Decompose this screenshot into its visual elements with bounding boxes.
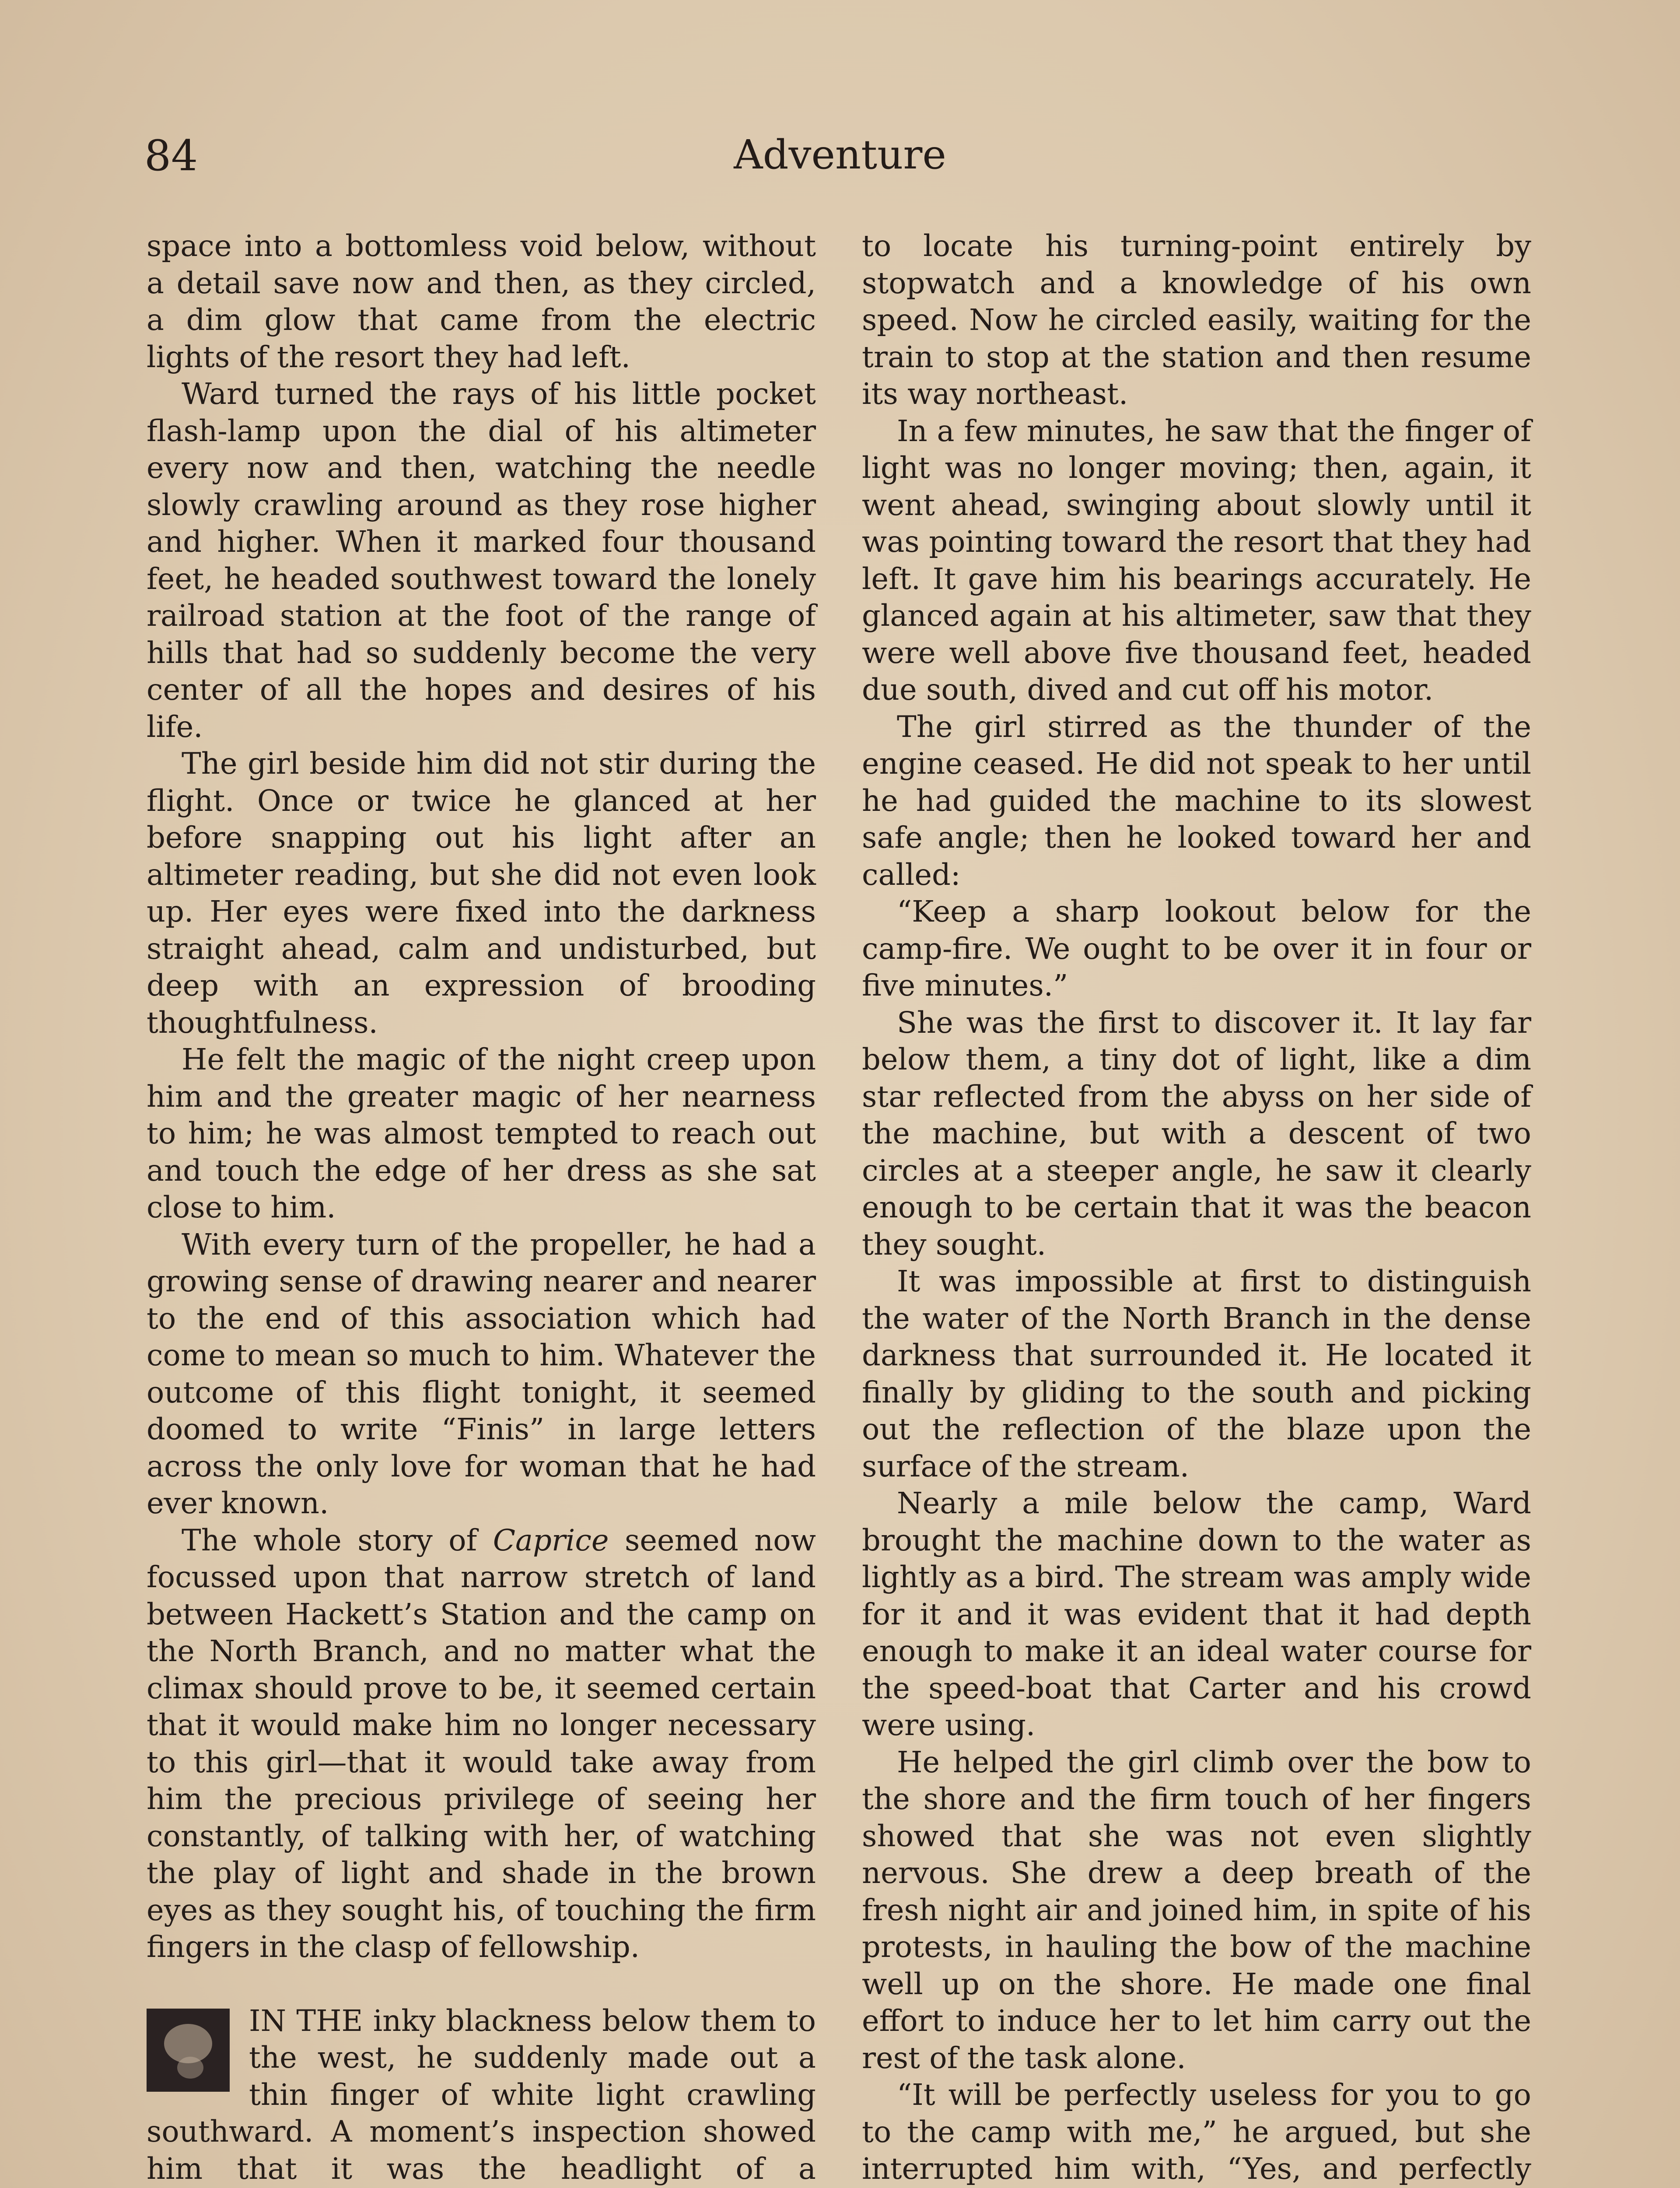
paragraph-text: seemed now focussed upon that narrow stretch of land between Hackett’s Station and the camp on the North Branch, and no matter what the climax should prove to be, it seemed certain that it would make him no longer necessary to this girl—that it would take away from him the precious privilege of seeing her constantly, of talking with her, of watching the play of light and shade in the brown eyes as they sought his, of touching the firm fingers in the clasp of fellowship. <box>147 1523 816 1964</box>
paragraph: She was the first to discover it. It lay far below them, a tiny dot of light, like a dim star reflected from the abyss on her side of the machine, but with a descent of two circles at a steeper angle, he saw it clearly enough to be certain that it was the beacon they sought. <box>862 1005 1531 1262</box>
paragraph-text: inky blackness below them to the west, he suddenly made out a thin finger of white light crawling southward. A moment’s inspection showed him that it was the headlight of a <box>147 2003 816 2186</box>
paragraph: He felt the magic of the night creep upon him and the greater magic of her nearness to him; he was almost tempted to reach out and touch the edge of her dress as she sat close to him. <box>147 1042 816 1224</box>
left-text-column <box>147 228 816 2188</box>
paragraph: It was impossible at first to distinguish the water of the North Branch in the dense darkness that surrounded it. He located it finally by gliding to the south and picking out the reflection of the blaze upon the surface of the stream. <box>862 1264 1531 1483</box>
paragraph: The girl stirred as the thunder of the engine ceased. He did not speak to her until he had guided the machine to its slowest safe angle; then he looked toward her and called: <box>862 709 1531 892</box>
section-break <box>147 1966 816 2002</box>
paragraph: space into a bottomless void below, without a detail save now and then, as they circled, a dim glow that came from the electric lights of the resort they had left. <box>147 229 816 374</box>
running-head-title: Adventure <box>734 131 946 178</box>
paragraph: In a few minutes, he saw that the finger of light was no longer moving; then, again, it went ahead, swinging about slowly until it was pointing toward the resort that they had left. It gave him his bearings accurately. He glanced again at his altimeter, saw that they were well above five thousand feet, headed due south, dived and cut off his motor. <box>862 414 1531 707</box>
paragraph: “Keep a sharp lookout below for the camp-fire. We ought to be over it in four or five minutes.” <box>862 894 1531 1003</box>
paragraph: Nearly a mile below the camp, Ward brought the machine down to the water as lightly as a bird. The stream was amply wide for it and it was evident that it had depth enough to make it an ideal water course for the speed-boat that Carter and his crowd were using. <box>862 1486 1531 1742</box>
right-text-column <box>862 228 1531 2188</box>
paragraph: “It will be perfectly useless for you to go to the camp with me,” he argued, but she interrupted him with, “Yes, and perfectly <box>862 2078 1531 2186</box>
section-lead-in: IN THE <box>249 2003 363 2038</box>
paragraph: The girl beside him did not stir during the flight. Once or twice he glanced at her before snapping out his light after an altimeter reading, but she did not even look up. Her eyes were fixed into the darkness straight ahead, calm and undisturbed, but deep with an expression of brooding thoughtfulness. <box>147 747 816 1040</box>
page-number: 84 <box>144 131 198 180</box>
paragraph: With every turn of the propeller, he had a growing sense of drawing nearer and nearer to the end of this association which had come to mean so much to him. Whatever the outcome of this flight tonight, it seemed doomed to write “Finis” in large letters across the only love for woman that he had ever known. <box>147 1227 816 1520</box>
paragraph-text: The whole story of <box>182 1523 493 1557</box>
ornamental-initial-icon <box>147 2009 230 2092</box>
paragraph: to locate his turning-point entirely by stopwatch and a knowledge of his own speed. Now he circled easily, waiting for the train to stop at the station and then resume its way northeast. <box>862 229 1531 411</box>
paragraph: Ward turned the rays of his little pocket flash-lamp upon the dial of his altimeter every now and then, watching the needle slowly crawling around as they rose higher and higher. When it marked four thousand feet, he headed southwest toward the lonely railroad station at the foot of the range of hills that had so suddenly become the very center of all the hopes and desires of his life. <box>147 377 816 744</box>
paragraph <box>147 1522 816 1966</box>
paragraph: He helped the girl climb over the bow to the shore and the firm touch of her fingers showed that she was not even slightly nervous. She drew a deep breath of the fresh night air and joined him, in spite of his protests, in hauling the bow of the machine well up on the shore. He made one final effort to induce her to let him carry out the rest of the task alone. <box>862 1745 1531 2075</box>
ship-name-italic: Caprice <box>493 1523 609 1557</box>
section-opening-paragraph <box>147 2002 816 2188</box>
